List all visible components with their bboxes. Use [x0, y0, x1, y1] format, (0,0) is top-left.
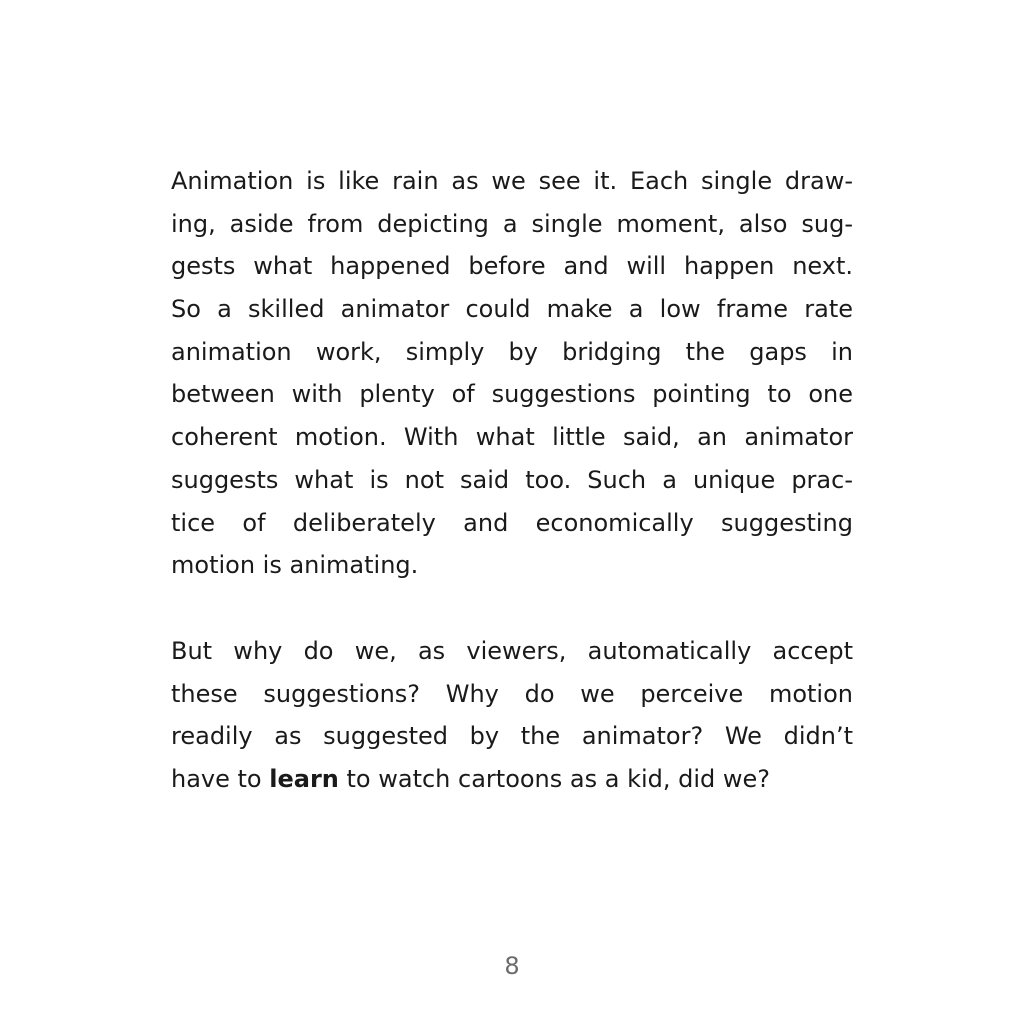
text-line: tice of deliberately and economically suggesting — [171, 508, 853, 537]
text-line: motion is animating. — [171, 551, 419, 580]
page-number: 8 — [504, 952, 520, 980]
text-line: animation work, simply by bridging the gaps in — [171, 337, 853, 366]
text-line: coherent motion. With what little said, an animator — [171, 423, 853, 452]
text-run: to watch cartoons as a kid, did we? — [338, 764, 771, 793]
paragraph-gap — [171, 587, 853, 630]
paragraph-1 — [171, 160, 853, 587]
text-line: readily as suggested by the animator? We didn’t — [171, 722, 853, 751]
text-line: Animation is like rain as we see it. Each single draw- — [171, 167, 853, 195]
text-line: these suggestions? Why do we perceive motion — [171, 679, 853, 708]
text-line-last — [171, 758, 853, 801]
text-line: gests what happened before and will happen next. — [171, 252, 853, 281]
text-line: suggests what is not said too. Such a unique prac- — [171, 465, 853, 494]
text-line: ing, aside from depicting a single moment, also sug- — [171, 209, 853, 238]
paragraph-2 — [171, 630, 853, 801]
body-text — [171, 160, 853, 801]
text-run: have to — [171, 764, 270, 793]
text-line: So a skilled animator could make a low frame rate — [171, 295, 853, 324]
bold-word: learn — [269, 764, 339, 793]
text-line: between with plenty of suggestions pointing to one — [171, 380, 853, 409]
text-line: But why do we, as viewers, automatically accept — [171, 636, 853, 665]
